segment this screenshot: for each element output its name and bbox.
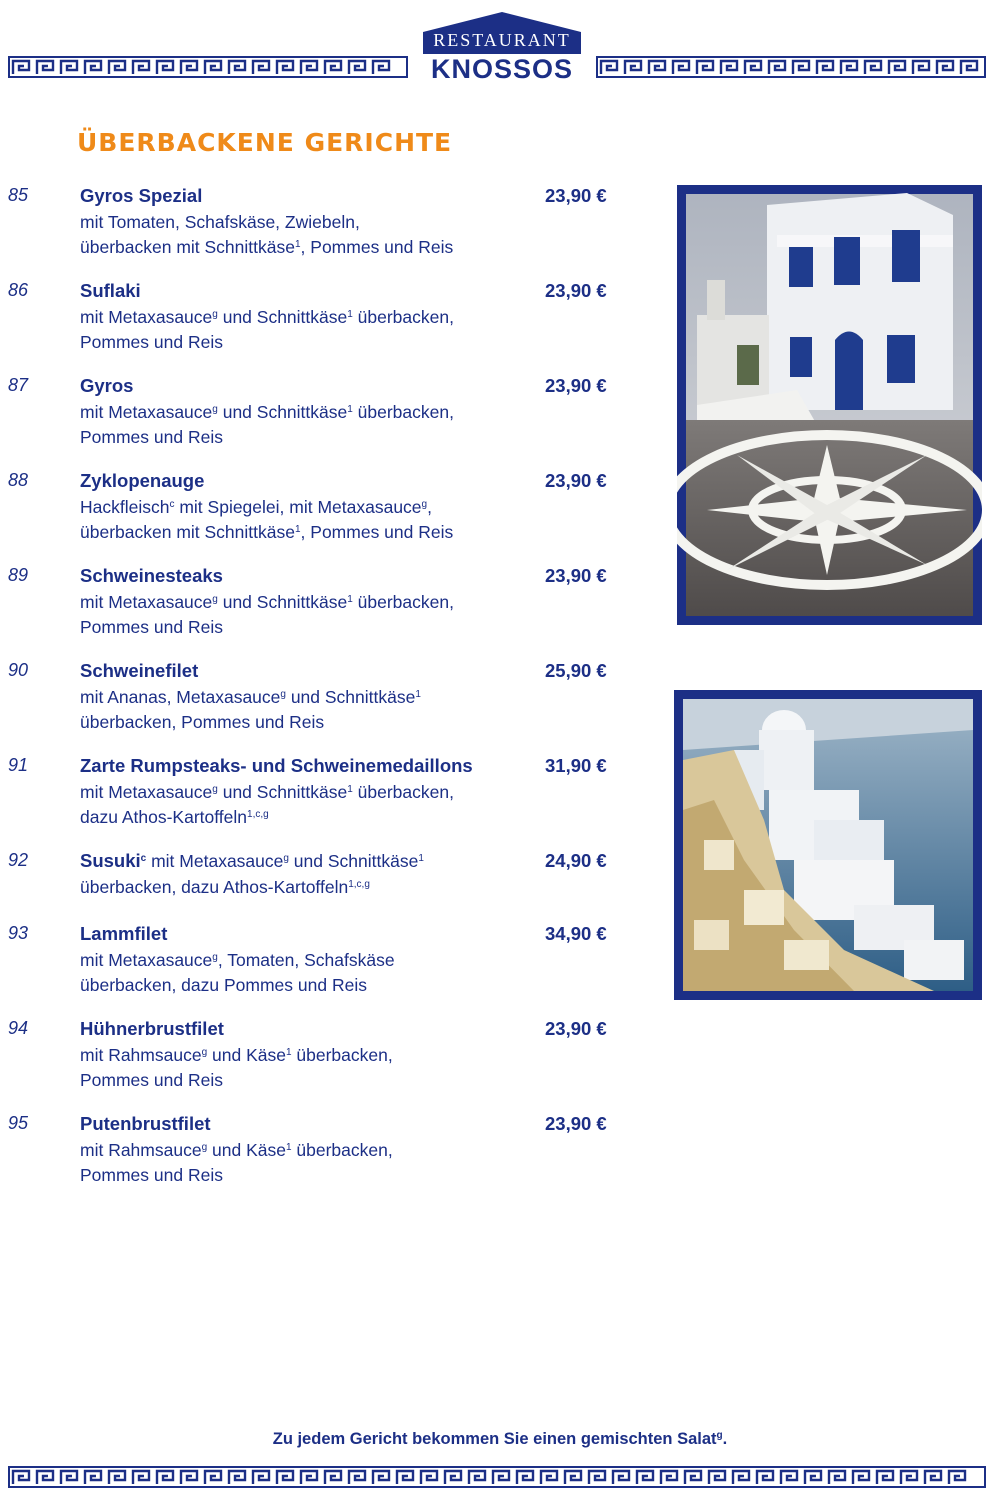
description-text: mit Ananas, Metaxasauce <box>80 687 281 707</box>
item-price: 23,90 € <box>545 280 607 301</box>
allergen-superscript: 1 <box>418 853 424 864</box>
item-number: 93 <box>8 923 29 943</box>
allergen-superscript: 1 <box>347 309 353 320</box>
item-description-line <box>80 1163 223 1188</box>
allergen-superscript: g <box>421 499 428 510</box>
item-name <box>80 850 424 872</box>
description-text: mit Metaxasauce <box>146 851 284 871</box>
description-text: überbacken, <box>352 402 454 422</box>
description-text: überbacken, <box>291 1140 393 1160</box>
item-name-text: Zyklopenauge <box>80 470 205 491</box>
description-text: und Schnittkäse <box>285 687 416 707</box>
description-text: Pommes und Reis <box>80 617 223 637</box>
allergen-superscript: g <box>280 689 286 700</box>
allergen-superscript: 1 <box>347 404 353 415</box>
item-number: 85 <box>8 185 29 205</box>
item-description-line <box>80 615 223 640</box>
description-text: mit Metaxasauce <box>80 592 213 612</box>
description-text: Pommes und Reis <box>80 1165 223 1185</box>
item-number: 91 <box>8 755 29 775</box>
item-name <box>80 660 198 682</box>
photo-santorini <box>674 690 982 1000</box>
section-title: ÜBERBACKENE GERICHTE <box>77 128 453 157</box>
allergen-superscript: 1 <box>285 1047 292 1058</box>
allergen-superscript: 1,c,g <box>247 809 269 820</box>
description-text: , Pommes und Reis <box>300 522 454 542</box>
description-text: dazu Athos-Kartoffeln <box>80 807 248 827</box>
item-number: 90 <box>8 660 29 680</box>
item-name-text: Putenbrustfilet <box>80 1113 211 1134</box>
item-name <box>80 1018 224 1040</box>
item-description-line <box>80 305 454 330</box>
description-text: mit Rahmsauce <box>80 1140 202 1160</box>
allergen-superscript: 1 <box>415 689 421 700</box>
description-text: mit Metaxasauce <box>80 782 213 802</box>
description-text: überbacken mit Schnittkäse <box>80 237 295 257</box>
description-text: mit Metaxasauce <box>80 950 213 970</box>
description-text: Pommes und Reis <box>80 427 223 447</box>
item-description-line <box>80 1068 223 1093</box>
item-price: 25,90 € <box>545 660 607 681</box>
item-number: 89 <box>8 565 29 585</box>
description-text: und Schnittkäse <box>288 851 419 871</box>
logo-restaurant-text: RESTAURANT <box>433 30 571 50</box>
greek-key-border-top-right <box>596 56 986 78</box>
item-price: 23,90 € <box>545 1113 607 1134</box>
item-number: 95 <box>8 1113 29 1133</box>
item-name-text: Schweinesteaks <box>80 565 223 586</box>
allergen-superscript: g <box>212 309 218 320</box>
item-inline-description <box>146 851 424 871</box>
item-name-text: Lammfilet <box>80 923 168 944</box>
description-text: überbacken, <box>352 307 454 327</box>
item-price: 24,90 € <box>545 850 607 871</box>
description-text: überbacken, Pommes und Reis <box>80 712 325 732</box>
item-name-text: Suflaki <box>80 280 141 301</box>
item-name-text: Hühnerbrustfilet <box>80 1018 224 1039</box>
allergen-superscript: g <box>212 594 218 605</box>
allergen-superscript: g <box>283 853 289 864</box>
footer-end: . <box>722 1430 728 1448</box>
item-name-text: Susuki <box>80 850 141 871</box>
item-description-line <box>80 1043 393 1068</box>
restaurant-logo <box>419 10 585 82</box>
item-description-line <box>80 1138 393 1163</box>
allergen-superscript: 1 <box>347 784 353 795</box>
item-name <box>80 923 167 945</box>
description-text: mit Rahmsauce <box>80 1045 202 1065</box>
description-text: und Käse <box>207 1045 286 1065</box>
allergen-superscript: g <box>212 784 218 795</box>
item-name <box>80 375 133 397</box>
item-name-text: Gyros Spezial <box>80 185 203 206</box>
description-text: überbacken mit Schnittkäse <box>80 522 295 542</box>
item-name-text: Schweinefilet <box>80 660 199 681</box>
greek-key-border-top-left <box>8 56 408 78</box>
allergen-superscript: g <box>201 1047 208 1058</box>
item-description-line <box>80 400 454 425</box>
item-description-line <box>80 710 324 735</box>
footer-text: Zu jedem Gericht bekommen Sie einen gemischten Salat <box>272 1430 717 1448</box>
item-name-text: Zarte Rumpsteaks- und Schweinemedaillons <box>80 755 473 776</box>
item-description-line <box>80 875 370 900</box>
item-price: 34,90 € <box>545 923 607 944</box>
logo-knossos-text: KNOSSOS <box>430 54 574 84</box>
description-text: Pommes und Reis <box>80 1070 223 1090</box>
item-price: 23,90 € <box>545 375 607 396</box>
description-text: mit Tomaten, Schafskäse, Zwiebeln, <box>80 212 360 232</box>
photo-greek-house <box>677 185 982 625</box>
item-name-text: Gyros <box>80 375 134 396</box>
item-number: 92 <box>8 850 29 870</box>
item-price: 23,90 € <box>545 185 607 206</box>
item-number: 94 <box>8 1018 29 1038</box>
description-text: überbacken, <box>352 592 454 612</box>
description-text: , Pommes und Reis <box>300 237 454 257</box>
item-description-line <box>80 330 223 355</box>
description-text: mit Spiegelei, mit Metaxasauce <box>174 497 422 517</box>
item-description-line <box>80 685 421 710</box>
item-description-line <box>80 805 269 830</box>
description-text: , Tomaten, Schafskäse <box>217 950 395 970</box>
item-description-line <box>80 425 223 450</box>
item-name <box>80 280 141 302</box>
description-text: und Schnittkäse <box>217 307 348 327</box>
allergen-superscript: c <box>169 499 175 510</box>
description-text: überbacken, <box>291 1045 393 1065</box>
greek-key-border-bottom <box>8 1466 986 1488</box>
item-price: 23,90 € <box>545 1018 607 1039</box>
item-description-line <box>80 210 360 235</box>
allergen-superscript: g <box>212 404 218 415</box>
item-name <box>80 470 204 492</box>
description-text: und Schnittkäse <box>217 782 348 802</box>
item-number: 88 <box>8 470 29 490</box>
description-text: Hackfleisch <box>80 497 170 517</box>
item-description-line <box>80 780 454 805</box>
allergen-superscript: g <box>201 1142 208 1153</box>
item-description-line <box>80 973 367 998</box>
description-text: Pommes und Reis <box>80 332 223 352</box>
description-text: überbacken, <box>352 782 454 802</box>
item-price: 31,90 € <box>545 755 607 776</box>
allergen-superscript: c <box>140 853 147 864</box>
description-text: mit Metaxasauce <box>80 307 213 327</box>
item-number: 87 <box>8 375 29 395</box>
item-price: 23,90 € <box>545 565 607 586</box>
item-name <box>80 755 473 777</box>
description-text: und Schnittkäse <box>217 402 348 422</box>
allergen-superscript: 1 <box>285 1142 292 1153</box>
item-description-line <box>80 495 432 520</box>
item-name <box>80 1113 211 1135</box>
item-description-line <box>80 235 453 260</box>
footer-allergen-sup: g <box>716 1430 723 1441</box>
allergen-superscript: 1 <box>347 594 353 605</box>
item-number: 86 <box>8 280 29 300</box>
description-text: mit Metaxasauce <box>80 402 213 422</box>
item-price: 23,90 € <box>545 470 607 491</box>
item-name <box>80 565 223 587</box>
allergen-superscript: 1 <box>294 239 301 250</box>
item-name <box>80 185 202 207</box>
allergen-superscript: g <box>212 952 218 963</box>
description-text: überbacken, dazu Pommes und Reis <box>80 975 367 995</box>
item-description-line <box>80 590 454 615</box>
description-text: und Schnittkäse <box>217 592 348 612</box>
description-text: überbacken, dazu Athos-Kartoffeln <box>80 877 349 897</box>
allergen-superscript: 1,c,g <box>348 879 370 890</box>
item-description-line <box>80 948 395 973</box>
footer-note <box>0 1430 1000 1449</box>
description-text: und Käse <box>207 1140 286 1160</box>
allergen-superscript: 1 <box>294 524 301 535</box>
item-description-line <box>80 520 453 545</box>
description-text: , <box>427 497 432 517</box>
